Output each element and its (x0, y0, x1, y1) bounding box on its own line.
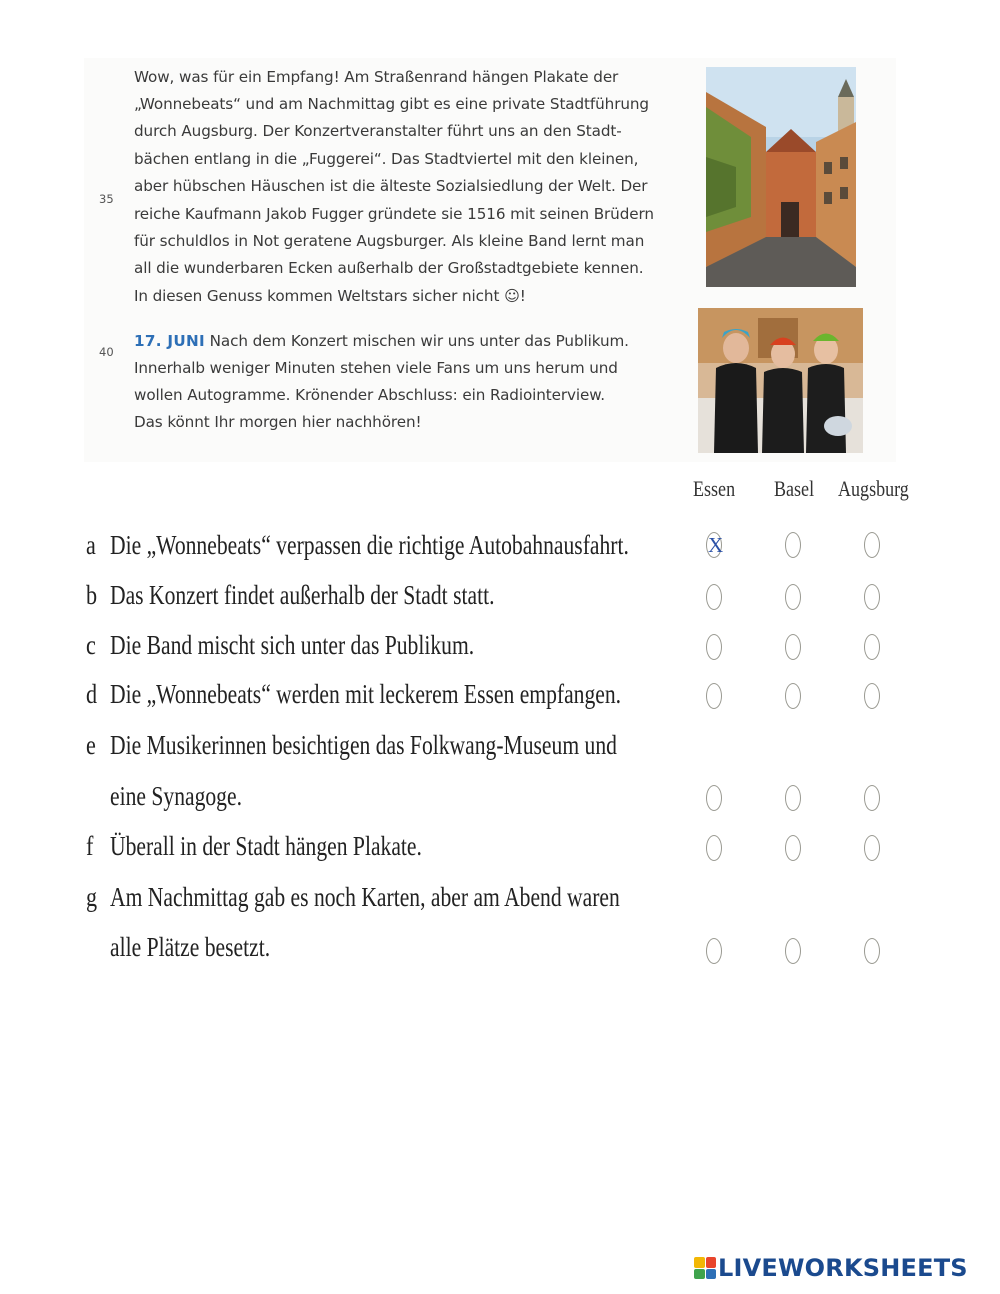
passage-line: für schuldlos in Not geratene Augsburger. Als kleine Band lernt man (134, 232, 645, 250)
option-f-augsburg[interactable] (864, 835, 880, 861)
passage-line: bächen entlang in die „Fuggerei“. Das Stadtviertel mit den kleinen, (134, 150, 639, 168)
option-d-basel[interactable] (785, 683, 801, 709)
question-letter: g (86, 882, 98, 912)
question-text: Das Konzert findet außerhalb der Stadt statt. (110, 580, 495, 610)
passage-line: reiche Kaufmann Jakob Fugger gründete sie 1516 mit seinen Brüdern (134, 205, 654, 223)
liveworksheets-logo (694, 1252, 968, 1284)
line-number: 35 (99, 192, 114, 206)
logo-square (694, 1269, 705, 1280)
question-text: alle Plätze besetzt. (110, 932, 271, 962)
question-text: Überall in der Stadt hängen Plakate. (110, 831, 422, 861)
logo-square (706, 1269, 717, 1280)
option-g-augsburg[interactable] (864, 938, 880, 964)
option-b-basel[interactable] (785, 584, 801, 610)
question-letter: f (86, 831, 94, 861)
option-e-augsburg[interactable] (864, 785, 880, 811)
question-letter: e (86, 730, 96, 760)
column-header-essen: Essen (693, 476, 736, 501)
passage-line: Innerhalb weniger Minuten stehen viele Fans um uns herum und (134, 359, 618, 377)
column-header-basel: Basel (774, 476, 815, 501)
option-g-essen[interactable] (706, 938, 722, 964)
option-a-augsburg[interactable] (864, 532, 880, 558)
passage-line: Nach dem Konzert mischen wir uns unter das Publikum. (209, 332, 629, 350)
question-letter: d (86, 679, 98, 709)
fuggerei-photo (706, 67, 856, 287)
question-text: Die „Wonnebeats“ werden mit leckerem Essen empfangen. (110, 679, 622, 709)
option-c-basel[interactable] (785, 634, 801, 660)
option-a-essen[interactable] (706, 532, 722, 558)
band-photo (698, 308, 863, 453)
question-text: eine Synagoge. (110, 781, 242, 811)
option-b-augsburg[interactable] (864, 584, 880, 610)
option-d-essen[interactable] (706, 683, 722, 709)
column-header-augsburg: Augsburg (838, 476, 909, 501)
passage-line: Das könnt Ihr morgen hier nachhören! (134, 413, 422, 431)
option-a-basel[interactable] (785, 532, 801, 558)
logo-square (706, 1257, 717, 1268)
logo-square (694, 1257, 705, 1268)
option-g-basel[interactable] (785, 938, 801, 964)
option-c-essen[interactable] (706, 634, 722, 660)
option-f-basel[interactable] (785, 835, 801, 861)
passage-line: durch Augsburg. Der Konzertveranstalter führt uns an den Stadt- (134, 122, 622, 140)
liveworksheets-icon (694, 1257, 716, 1279)
passage-line: In diesen Genuss kommen Weltstars sicher nicht ☺! (134, 287, 526, 305)
passage-line: „Wonnebeats“ und am Nachmittag gibt es eine private Stadtführung (134, 95, 649, 113)
option-e-essen[interactable] (706, 785, 722, 811)
question-text: Die Musikerinnen besichtigen das Folkwang-Museum und (110, 730, 617, 760)
passage-line: Wow, was für ein Empfang! Am Straßenrand hängen Plakate der (134, 68, 619, 86)
option-c-augsburg[interactable] (864, 634, 880, 660)
question-letter: a (86, 530, 96, 560)
line-number: 40 (99, 345, 114, 359)
option-f-essen[interactable] (706, 835, 722, 861)
question-letter: c (86, 630, 96, 660)
passage-line: wollen Autogramme. Krönender Abschluss: ein Radiointerview. (134, 386, 605, 404)
option-d-augsburg[interactable] (864, 683, 880, 709)
question-text: Die „Wonnebeats“ verpassen die richtige Autobahnausfahrt. (110, 530, 629, 560)
date-label: 17. JUNI (134, 332, 205, 350)
option-e-basel[interactable] (785, 785, 801, 811)
passage-line: all die wunderbaren Ecken außerhalb der Großstadtgebiete kennen. (134, 259, 644, 277)
question-text: Die Band mischt sich unter das Publikum. (110, 630, 475, 660)
question-letter: b (86, 580, 98, 610)
passage-date-line (134, 332, 629, 350)
option-b-essen[interactable] (706, 584, 722, 610)
question-text: Am Nachmittag gab es noch Karten, aber am Abend waren (110, 882, 620, 912)
passage-line: aber hübschen Häuschen ist die älteste Sozialsiedlung der Welt. Der (134, 177, 648, 195)
liveworksheets-wordmark: LIVEWORKSHEETS (718, 1254, 968, 1282)
